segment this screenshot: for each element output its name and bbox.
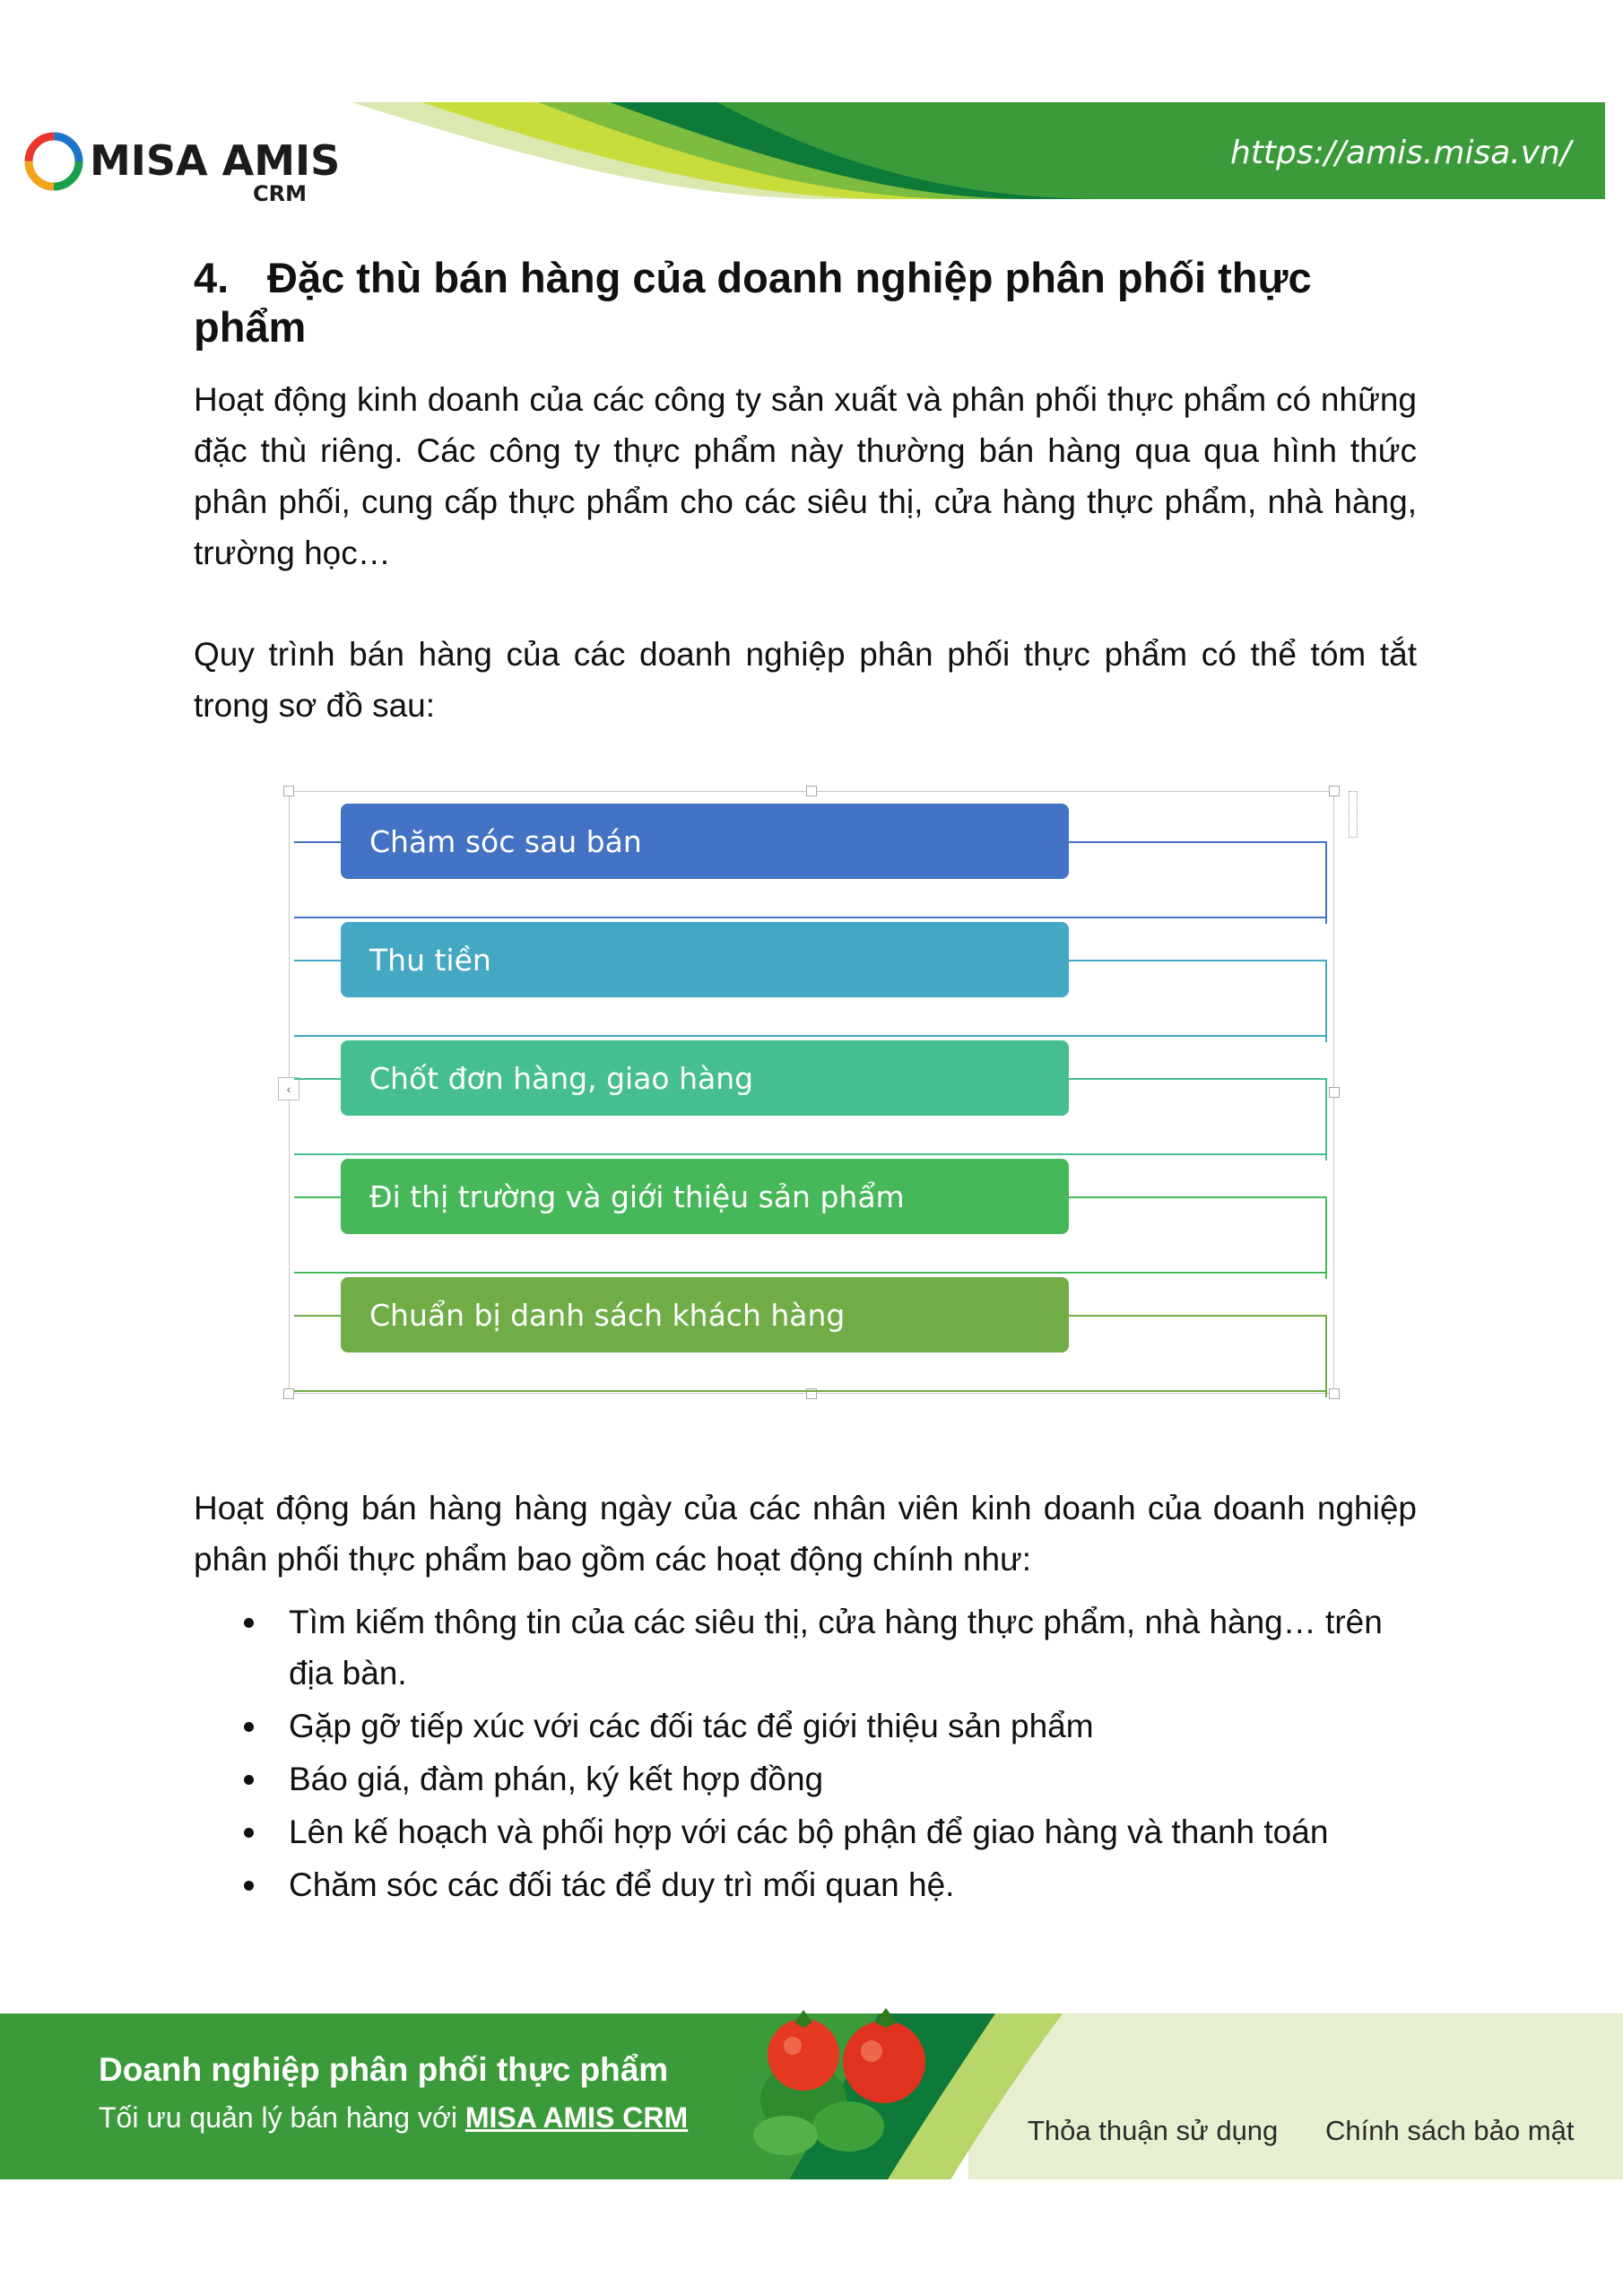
process-step[interactable] [341,1040,1069,1116]
layout-options-handle[interactable] [1349,791,1358,838]
resize-handle[interactable] [806,786,817,796]
resize-handle[interactable] [1329,1388,1340,1399]
process-step-label: Chốt đơn hàng, giao hàng [369,1060,754,1096]
connector-line [1325,1315,1327,1397]
tomato-basil-icon [741,1992,974,2171]
activities-paragraph: Hoạt động bán hàng hàng ngày của các nhân viên kinh doanh của doanh nghiệp phân phối thực phẩm bao gồm các hoạt động chính như: [194,1490,1417,1578]
section-heading [194,253,1431,352]
footer-title: Doanh nghiệp phân phối thực phẩm [99,2051,669,2088]
connector-line [294,1078,346,1080]
connector-line [294,1315,346,1317]
process-step-label: Chăm sóc sau bán [369,823,642,859]
process-step-label: Thu tiền [369,942,491,978]
logo-subtitle: CRM [253,181,307,206]
process-intro-paragraph: Quy trình bán hàng của các doanh nghiệp phân phối thực phẩm có thể tóm tắt trong sơ đồ sau: [194,636,1417,724]
connector-line [294,1272,1327,1274]
process-step-label: Đi thị trường và giới thiệu sản phẩm [369,1178,905,1214]
connector-line [1069,841,1327,843]
resize-handle[interactable] [283,1388,294,1399]
bullet-icon [244,1722,254,1732]
connector-line [294,1153,1327,1155]
connector-line [1069,1078,1327,1080]
process-step[interactable] [341,922,1069,997]
list-item: Tìm kiếm thông tin của các siêu thị, cửa hàng thực phẩm, nhà hàng… trên địa bàn. [194,1596,1431,1699]
crm-link[interactable]: MISA AMIS CRM [464,2101,689,2134]
list-item: Lên kế hoạch và phối hợp với các bộ phận để giao hàng và thanh toán [194,1806,1431,1857]
connector-line [294,1196,346,1198]
logo-wordmark: MISA AMIS [90,136,341,185]
process-step-label: Chuẩn bị danh sách khách hàng [369,1297,846,1333]
website-link[interactable]: https://amis.misa.vn/ [1230,135,1571,171]
page-header [0,0,1623,215]
expand-text-pane-icon[interactable]: ‹ [278,1077,299,1100]
connector-line [1069,960,1327,961]
sales-process-diagram[interactable] [283,786,1359,1413]
intro-paragraph: Hoạt động kinh doanh của các công ty sản xuất và phân phối thực phẩm có những đặc thù riêng. Các công ty thực phẩm này thường bán hàng qua qua hình thức phân phối, cung cấp thực phẩm cho các siêu thị, cửa hàng thực phẩm, nhà hàng, trường học… [194,381,1417,571]
misa-logo-icon [23,131,84,192]
page-footer [0,2013,1623,2179]
process-step[interactable] [341,804,1069,879]
connector-line [294,1035,1327,1037]
privacy-link[interactable]: Chính sách bảo mật [1325,2115,1575,2146]
bullet-icon [244,1828,254,1838]
terms-link[interactable]: Thỏa thuận sử dụng [1028,2115,1279,2146]
globe-icon [0,0,36,36]
connector-line [294,960,346,961]
connector-line [1069,1315,1327,1317]
connector-line [1325,1196,1327,1279]
bullet-icon [244,1618,254,1628]
process-step[interactable] [341,1277,1069,1352]
resize-handle[interactable] [283,786,294,796]
activities-list [194,1596,1431,1912]
connector-line [1325,960,1327,1042]
connector-line [294,841,346,843]
connector-line [294,917,1327,918]
footer-subtitle: Tối ưu quản lý bán hàng với MISA AMIS CRM [99,2101,689,2134]
bullet-icon [244,1881,254,1891]
connector-line [1325,841,1327,924]
connector-line [294,1390,1327,1392]
bullet-icon [244,1775,254,1785]
resize-handle[interactable] [1329,1087,1340,1098]
connector-line [1325,1078,1327,1161]
resize-handle[interactable] [1329,786,1340,796]
list-item: Gặp gỡ tiếp xúc với các đối tác để giới thiệu sản phẩm [194,1700,1431,1752]
list-item: Báo giá, đàm phán, ký kết hợp đồng [194,1753,1431,1805]
process-step[interactable] [341,1159,1069,1234]
section-title: Đặc thù bán hàng của doanh nghiệp phân phối thực phẩm [194,254,1312,351]
connector-line [1069,1196,1327,1198]
section-number: 4. [194,254,230,301]
list-item: Chăm sóc các đối tác để duy trì mối quan hệ. [194,1859,1431,1910]
